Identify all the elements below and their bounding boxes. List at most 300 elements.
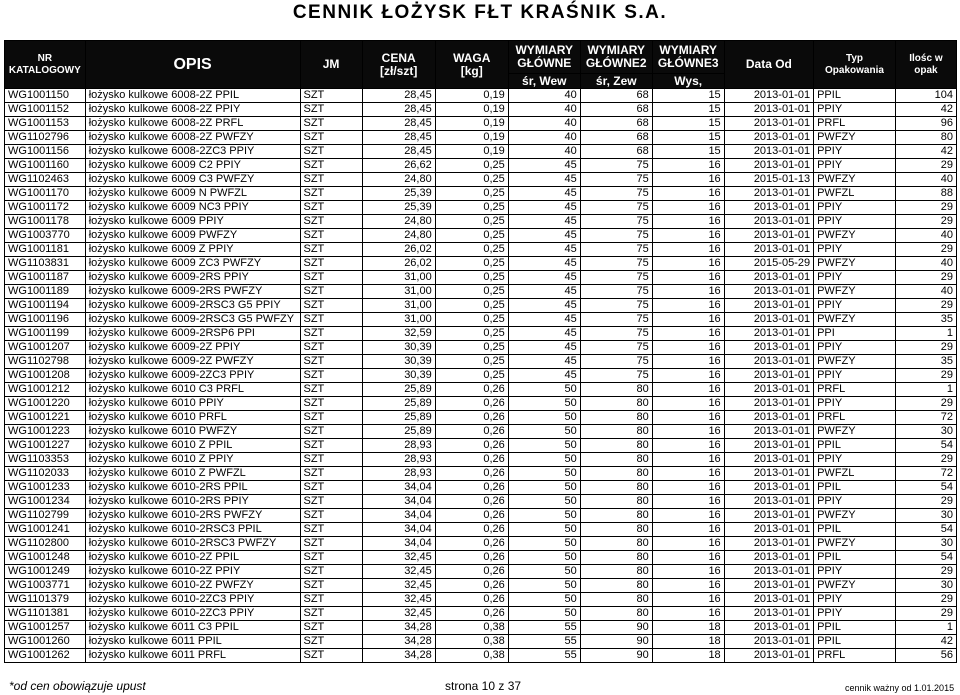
cell-data-od: 2015-01-13 [724,173,813,187]
cell-ilosc: 35 [895,355,956,369]
cell-nr: WG1102800 [5,537,86,551]
cell-waga: 0,26 [435,551,508,565]
cell-ilosc: 1 [895,327,956,341]
table-row [5,159,957,173]
header-waga [435,41,508,89]
cell-waga: 0,26 [435,565,508,579]
cell-wym2: 80 [580,397,652,411]
table-row [5,173,957,187]
cell-typ: PWFZY [814,229,896,243]
cell-wym1: 50 [508,565,580,579]
cell-cena: 28,45 [362,131,435,145]
table-row [5,131,957,145]
table-row [5,243,957,257]
cell-cena: 34,28 [362,649,435,663]
cell-jm: SZT [300,607,362,621]
cell-cena: 32,59 [362,327,435,341]
cell-nr: WG1001194 [5,299,86,313]
cell-ilosc: 30 [895,537,956,551]
cell-wym3: 15 [652,89,724,103]
cell-wym1: 55 [508,621,580,635]
cell-wym1: 50 [508,481,580,495]
cell-wym1: 55 [508,649,580,663]
cell-cena: 34,04 [362,509,435,523]
cell-data-od: 2013-01-01 [724,103,813,117]
cell-jm: SZT [300,103,362,117]
cell-opis: łożysko kulkowe 6009 C2 PPIY [85,159,300,173]
cell-waga: 0,25 [435,299,508,313]
cell-waga: 0,19 [435,103,508,117]
table-row [5,523,957,537]
cell-wym3: 16 [652,551,724,565]
cell-wym2: 75 [580,215,652,229]
header-wym3-sub: Wys, [652,74,724,89]
cell-wym2: 80 [580,439,652,453]
cell-opis: łożysko kulkowe 6009-2RSC3 G5 PWFZY [85,313,300,327]
table-row [5,383,957,397]
cell-jm: SZT [300,145,362,159]
cell-opis: łożysko kulkowe 6010-2Z PPIY [85,565,300,579]
cell-data-od: 2013-01-01 [724,397,813,411]
cell-nr: WG1001160 [5,159,86,173]
cell-data-od: 2013-01-01 [724,355,813,369]
cell-waga: 0,19 [435,145,508,159]
cell-ilosc: 1 [895,621,956,635]
cell-nr: WG1001208 [5,369,86,383]
cell-wym2: 75 [580,355,652,369]
cell-jm: SZT [300,313,362,327]
table-row [5,593,957,607]
cell-wym3: 18 [652,649,724,663]
cell-nr: WG1001260 [5,635,86,649]
table-row [5,145,957,159]
cell-wym1: 50 [508,495,580,509]
table-header [5,41,957,89]
cell-wym1: 45 [508,369,580,383]
cell-typ: PWFZY [814,579,896,593]
cell-typ: PWFZY [814,257,896,271]
cell-nr: WG1001196 [5,313,86,327]
cell-wym2: 75 [580,369,652,383]
cell-wym2: 80 [580,607,652,621]
cell-typ: PPIY [814,397,896,411]
cell-waga: 0,25 [435,285,508,299]
cell-data-od: 2013-01-01 [724,439,813,453]
cell-wym2: 75 [580,327,652,341]
table-row [5,579,957,593]
table-row [5,453,957,467]
cell-wym1: 45 [508,173,580,187]
cell-wym2: 75 [580,201,652,215]
cell-data-od: 2013-01-01 [724,341,813,355]
cell-wym3: 16 [652,397,724,411]
cell-wym1: 45 [508,159,580,173]
cell-data-od: 2013-01-01 [724,481,813,495]
cell-opis: łożysko kulkowe 6009-2Z PPIY [85,341,300,355]
cell-nr: WG1102796 [5,131,86,145]
cell-typ: PWFZY [814,131,896,145]
cell-wym2: 80 [580,593,652,607]
cell-data-od: 2013-01-01 [724,383,813,397]
cell-wym3: 16 [652,509,724,523]
header-waga-line1: WAGA [453,50,491,65]
cell-nr: WG1001170 [5,187,86,201]
cell-wym2: 80 [580,481,652,495]
cell-opis: łożysko kulkowe 6008-2Z PPIY [85,103,300,117]
cell-data-od: 2013-01-01 [724,131,813,145]
cell-cena: 25,39 [362,201,435,215]
cell-waga: 0,25 [435,243,508,257]
cell-opis: łożysko kulkowe 6010-2RS PPIY [85,495,300,509]
cell-typ: PPIY [814,201,896,215]
cell-typ: PPIY [814,495,896,509]
cell-data-od: 2013-01-01 [724,187,813,201]
cell-data-od: 2013-01-01 [724,607,813,621]
cell-nr: WG1102798 [5,355,86,369]
cell-wym1: 50 [508,467,580,481]
cell-cena: 28,45 [362,89,435,103]
cell-data-od: 2013-01-01 [724,495,813,509]
cell-data-od: 2013-01-01 [724,579,813,593]
cell-cena: 24,80 [362,173,435,187]
cell-wym3: 18 [652,635,724,649]
table-row [5,103,957,117]
cell-cena: 32,45 [362,579,435,593]
cell-data-od: 2013-01-01 [724,313,813,327]
cell-typ: PPIL [814,635,896,649]
table-row [5,607,957,621]
cell-data-od: 2013-01-01 [724,159,813,173]
header-opis: OPIS [85,41,300,89]
cell-opis: łożysko kulkowe 6011 PRFL [85,649,300,663]
table-row [5,341,957,355]
cell-ilosc: 40 [895,285,956,299]
cell-data-od: 2015-05-29 [724,257,813,271]
cell-opis: łożysko kulkowe 6010 Z PPIY [85,453,300,467]
cell-jm: SZT [300,439,362,453]
header-nr-line2: KATALOGOWY [8,64,81,76]
cell-wym3: 15 [652,117,724,131]
cell-cena: 32,45 [362,565,435,579]
cell-cena: 24,80 [362,229,435,243]
cell-cena: 34,28 [362,635,435,649]
cell-jm: SZT [300,327,362,341]
cell-ilosc: 1 [895,383,956,397]
cell-ilosc: 29 [895,607,956,621]
cell-waga: 0,25 [435,271,508,285]
cell-waga: 0,19 [435,131,508,145]
cell-nr: WG1003771 [5,579,86,593]
table-row [5,621,957,635]
cell-wym2: 75 [580,257,652,271]
table-row [5,355,957,369]
cell-jm: SZT [300,89,362,103]
cell-typ: PWFZY [814,425,896,439]
cell-wym1: 45 [508,257,580,271]
cell-ilosc: 96 [895,117,956,131]
header-wym1-line2: GŁÓWNE [517,56,572,70]
cell-cena: 28,45 [362,145,435,159]
cell-opis: łożysko kulkowe 6009 PPIY [85,215,300,229]
footer-page-number: strona 10 z 37 [445,679,522,693]
cell-nr: WG1001233 [5,481,86,495]
cell-nr: WG1001152 [5,103,86,117]
cell-wym2: 75 [580,271,652,285]
cell-ilosc: 88 [895,187,956,201]
cell-data-od: 2013-01-01 [724,537,813,551]
header-data-od: Data Od [724,41,813,89]
cell-nr: WG1001150 [5,89,86,103]
cell-nr: WG1102033 [5,467,86,481]
cell-ilosc: 72 [895,467,956,481]
cell-opis: łożysko kulkowe 6009-2RSP6 PPI [85,327,300,341]
cell-opis: łożysko kulkowe 6009-2RSC3 G5 PPIY [85,299,300,313]
cell-typ: PWFZY [814,355,896,369]
cell-waga: 0,25 [435,313,508,327]
table-row [5,495,957,509]
cell-opis: łożysko kulkowe 6011 PPIL [85,635,300,649]
cell-opis: łożysko kulkowe 6010-2Z PWFZY [85,579,300,593]
cell-nr: WG1001262 [5,649,86,663]
cell-typ: PRFL [814,649,896,663]
cell-nr: WG1103353 [5,453,86,467]
cell-opis: łożysko kulkowe 6010-2ZC3 PPIY [85,593,300,607]
cell-opis: łożysko kulkowe 6009 PWFZY [85,229,300,243]
header-ilosc-line1: Ilośc w [909,52,943,64]
cell-waga: 0,25 [435,215,508,229]
cell-opis: łożysko kulkowe 6010 PPIY [85,397,300,411]
cell-nr: WG1001234 [5,495,86,509]
cell-nr: WG1001172 [5,201,86,215]
cell-wym3: 16 [652,299,724,313]
table-body [5,89,957,663]
cell-opis: łożysko kulkowe 6009-2Z PWFZY [85,355,300,369]
cell-typ: PPIY [814,453,896,467]
cell-ilosc: 104 [895,89,956,103]
cell-ilosc: 29 [895,397,956,411]
cell-wym1: 45 [508,229,580,243]
cell-wym1: 45 [508,187,580,201]
cell-opis: łożysko kulkowe 6009 ZC3 PWFZY [85,257,300,271]
cell-waga: 0,19 [435,89,508,103]
cell-nr: WG1001223 [5,425,86,439]
cell-wym3: 16 [652,215,724,229]
cell-typ: PRFL [814,117,896,131]
table-row [5,299,957,313]
header-cena [362,41,435,89]
cell-wym3: 16 [652,453,724,467]
cell-data-od: 2013-01-01 [724,593,813,607]
cell-ilosc: 29 [895,341,956,355]
table-row [5,635,957,649]
cell-wym1: 45 [508,327,580,341]
cell-jm: SZT [300,509,362,523]
table-row [5,271,957,285]
cell-typ: PPIY [814,159,896,173]
cell-jm: SZT [300,187,362,201]
cell-ilosc: 29 [895,495,956,509]
cell-wym2: 68 [580,103,652,117]
cell-jm: SZT [300,411,362,425]
cell-wym2: 75 [580,285,652,299]
cell-jm: SZT [300,201,362,215]
cell-wym3: 15 [652,103,724,117]
cell-opis: łożysko kulkowe 6008-2ZC3 PPIY [85,145,300,159]
cell-jm: SZT [300,621,362,635]
header-ilosc-line2: opak [914,64,938,76]
cell-ilosc: 35 [895,313,956,327]
table-row [5,481,957,495]
cell-jm: SZT [300,579,362,593]
cell-nr: WG1001207 [5,341,86,355]
header-wym2-line2: GŁÓWNE2 [585,56,647,70]
cell-jm: SZT [300,467,362,481]
header-wymiary-2 [580,41,652,74]
cell-cena: 31,00 [362,271,435,285]
cell-jm: SZT [300,229,362,243]
cell-wym1: 40 [508,145,580,159]
cell-jm: SZT [300,383,362,397]
table-row [5,285,957,299]
cell-nr: WG1001189 [5,285,86,299]
cell-data-od: 2013-01-01 [724,411,813,425]
table-row [5,369,957,383]
cell-data-od: 2013-01-01 [724,243,813,257]
table-row [5,327,957,341]
cell-typ: PPIL [814,439,896,453]
cell-ilosc: 29 [895,201,956,215]
table-row [5,229,957,243]
cell-wym3: 16 [652,187,724,201]
cell-wym2: 68 [580,117,652,131]
cell-cena: 34,04 [362,481,435,495]
cell-wym1: 40 [508,131,580,145]
table-row [5,257,957,271]
cell-wym2: 75 [580,341,652,355]
cell-data-od: 2013-01-01 [724,299,813,313]
cell-ilosc: 54 [895,481,956,495]
cell-ilosc: 42 [895,103,956,117]
cell-wym3: 16 [652,355,724,369]
cell-wym2: 75 [580,243,652,257]
cell-wym1: 45 [508,341,580,355]
cell-waga: 0,26 [435,411,508,425]
cell-wym2: 80 [580,425,652,439]
cell-waga: 0,38 [435,649,508,663]
cell-waga: 0,26 [435,453,508,467]
cell-wym1: 50 [508,397,580,411]
cell-ilosc: 29 [895,453,956,467]
cell-wym2: 80 [580,565,652,579]
cell-data-od: 2013-01-01 [724,285,813,299]
cell-data-od: 2013-01-01 [724,453,813,467]
header-jm: JM [300,41,362,89]
cell-jm: SZT [300,537,362,551]
cell-wym3: 16 [652,425,724,439]
cell-wym1: 55 [508,635,580,649]
header-wym2-line1: WYMIARY [587,43,646,57]
cell-opis: łożysko kulkowe 6008-2Z PRFL [85,117,300,131]
cell-wym1: 45 [508,313,580,327]
cell-waga: 0,26 [435,383,508,397]
cell-cena: 34,04 [362,495,435,509]
header-wym3-line1: WYMIARY [659,43,717,57]
cell-nr: WG1001181 [5,243,86,257]
cell-waga: 0,25 [435,173,508,187]
cell-ilosc: 72 [895,411,956,425]
cell-waga: 0,26 [435,495,508,509]
cell-wym1: 45 [508,271,580,285]
cell-waga: 0,26 [435,439,508,453]
cell-wym3: 16 [652,565,724,579]
cell-nr: WG1001220 [5,397,86,411]
cell-wym2: 75 [580,187,652,201]
cell-ilosc: 42 [895,635,956,649]
cell-wym2: 80 [580,411,652,425]
cell-cena: 26,62 [362,159,435,173]
header-typ-line1: Typ [845,52,863,64]
cell-wym1: 50 [508,593,580,607]
table-row [5,467,957,481]
cell-waga: 0,26 [435,397,508,411]
cell-jm: SZT [300,425,362,439]
cell-typ: PWFZY [814,509,896,523]
cell-opis: łożysko kulkowe 6008-2Z PWFZY [85,131,300,145]
cell-ilosc: 30 [895,509,956,523]
cell-ilosc: 56 [895,649,956,663]
cell-cena: 32,45 [362,551,435,565]
table-row [5,313,957,327]
cell-typ: PPIL [814,621,896,635]
cell-ilosc: 42 [895,145,956,159]
cell-cena: 25,39 [362,187,435,201]
cell-cena: 30,39 [362,341,435,355]
cell-wym3: 16 [652,537,724,551]
cell-cena: 31,00 [362,285,435,299]
header-wym3-line2: GŁÓWNE3 [657,56,719,70]
cell-ilosc: 29 [895,565,956,579]
cell-cena: 25,89 [362,411,435,425]
cell-wym2: 80 [580,537,652,551]
cell-typ: PPIY [814,215,896,229]
cell-typ: PPIY [814,271,896,285]
table-row [5,649,957,663]
cell-wym3: 16 [652,341,724,355]
header-nr-katalogowy [5,41,86,89]
cell-waga: 0,25 [435,327,508,341]
price-table [4,40,957,663]
cell-cena: 25,89 [362,383,435,397]
cell-wym3: 16 [652,579,724,593]
cell-nr: WG1103831 [5,257,86,271]
cell-ilosc: 54 [895,439,956,453]
cell-waga: 0,26 [435,579,508,593]
footer-valid-date: cennik ważny od 1.01.2015 [845,683,955,693]
cell-data-od: 2013-01-01 [724,145,813,159]
cell-jm: SZT [300,173,362,187]
cell-typ: PPIY [814,299,896,313]
cell-data-od: 2013-01-01 [724,467,813,481]
cell-jm: SZT [300,285,362,299]
cell-ilosc: 54 [895,523,956,537]
cell-data-od: 2013-01-01 [724,89,813,103]
cell-wym3: 16 [652,369,724,383]
cell-waga: 0,26 [435,467,508,481]
cell-wym3: 15 [652,145,724,159]
cell-wym2: 80 [580,453,652,467]
cell-typ: PWFZL [814,187,896,201]
cell-wym2: 68 [580,131,652,145]
